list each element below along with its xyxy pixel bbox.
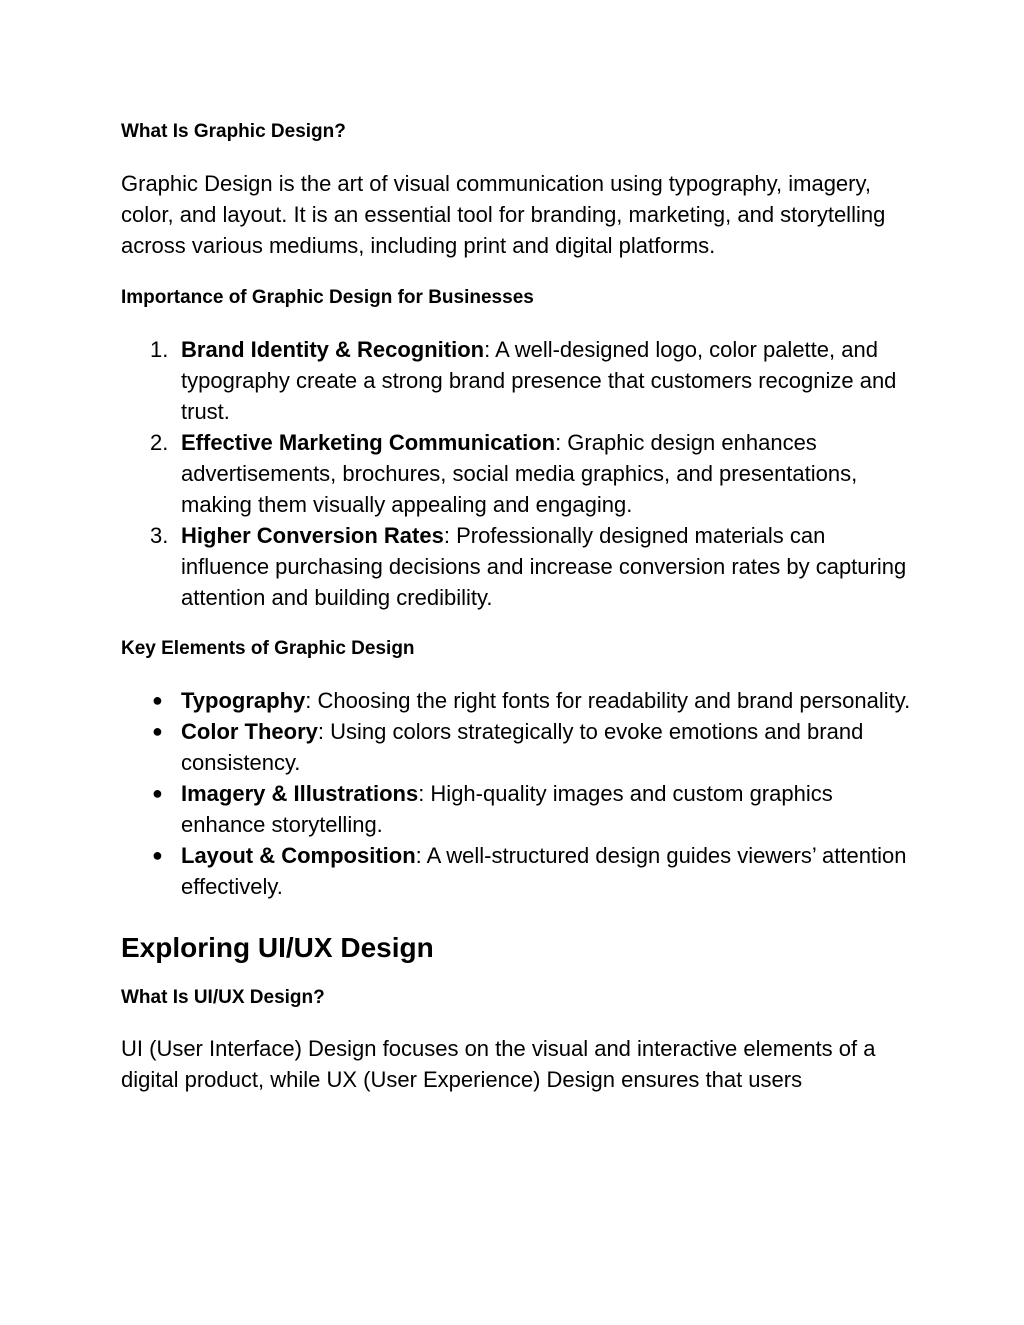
list-text: : Choosing the right fonts for readability and brand personality. [305,688,911,713]
list-item [121,520,911,613]
graphic-design-paragraph: Graphic Design is the art of visual communication using typography, imagery, color, and layout. It is an essential tool for branding, marketing, and storytelling across various mediums, including print and digital platforms. [121,171,886,258]
graphic-design-heading: What Is Graphic Design? [121,121,346,142]
list-text: : A well-structured design guides viewers’ attention effectively. [181,843,907,899]
list-text: : A well-designed logo, color palette, and typography create a strong brand presence that customers recognize and trust. [181,337,897,424]
key-elements-heading: Key Elements of Graphic Design [121,638,415,659]
list-number: 2. [150,430,169,455]
list-term: Typography [181,688,306,713]
list-term: Brand Identity & Recognition [181,337,485,362]
uiux-paragraph: UI (User Interface) Design focuses on the visual and interactive elements of a digital product, while UX (User Experience) Design ensures that users [121,1036,876,1092]
list-item [121,334,911,427]
list-item [121,427,911,520]
list-term: Imagery & Illustrations [181,781,419,806]
uiux-section-title: Exploring UI/UX Design [121,932,434,963]
list-text: : Using colors strategically to evoke emotions and brand consistency. [181,719,864,775]
list-item [121,685,911,716]
uiux-heading: What Is UI/UX Design? [121,987,325,1008]
list-number: 1. [150,337,169,362]
list-term: Higher Conversion Rates [181,523,444,548]
list-term: Layout & Composition [181,843,416,868]
list-term: Effective Marketing Communication [181,430,556,455]
importance-heading: Importance of Graphic Design for Businesses [121,287,534,308]
bullet-icon: ● [152,845,163,865]
list-text: : High-quality images and custom graphics enhance storytelling. [181,781,833,837]
importance-list [121,334,911,613]
list-text: : Professionally designed materials can influence purchasing decisions and increase conversion rates by capturing attention and building credibility. [181,523,907,610]
list-item [121,840,911,902]
document-page [121,118,911,1095]
bullet-icon: ● [152,783,163,803]
bullet-icon: ● [152,690,163,710]
list-number: 3. [150,523,169,548]
bullet-icon: ● [152,721,163,741]
list-text: : Graphic design enhances advertisements, brochures, social media graphics, and presentations, making them visually appealing and engaging. [181,430,858,517]
key-elements-list [121,685,911,902]
list-item [121,778,911,840]
list-term: Color Theory [181,719,318,744]
list-item [121,716,911,778]
